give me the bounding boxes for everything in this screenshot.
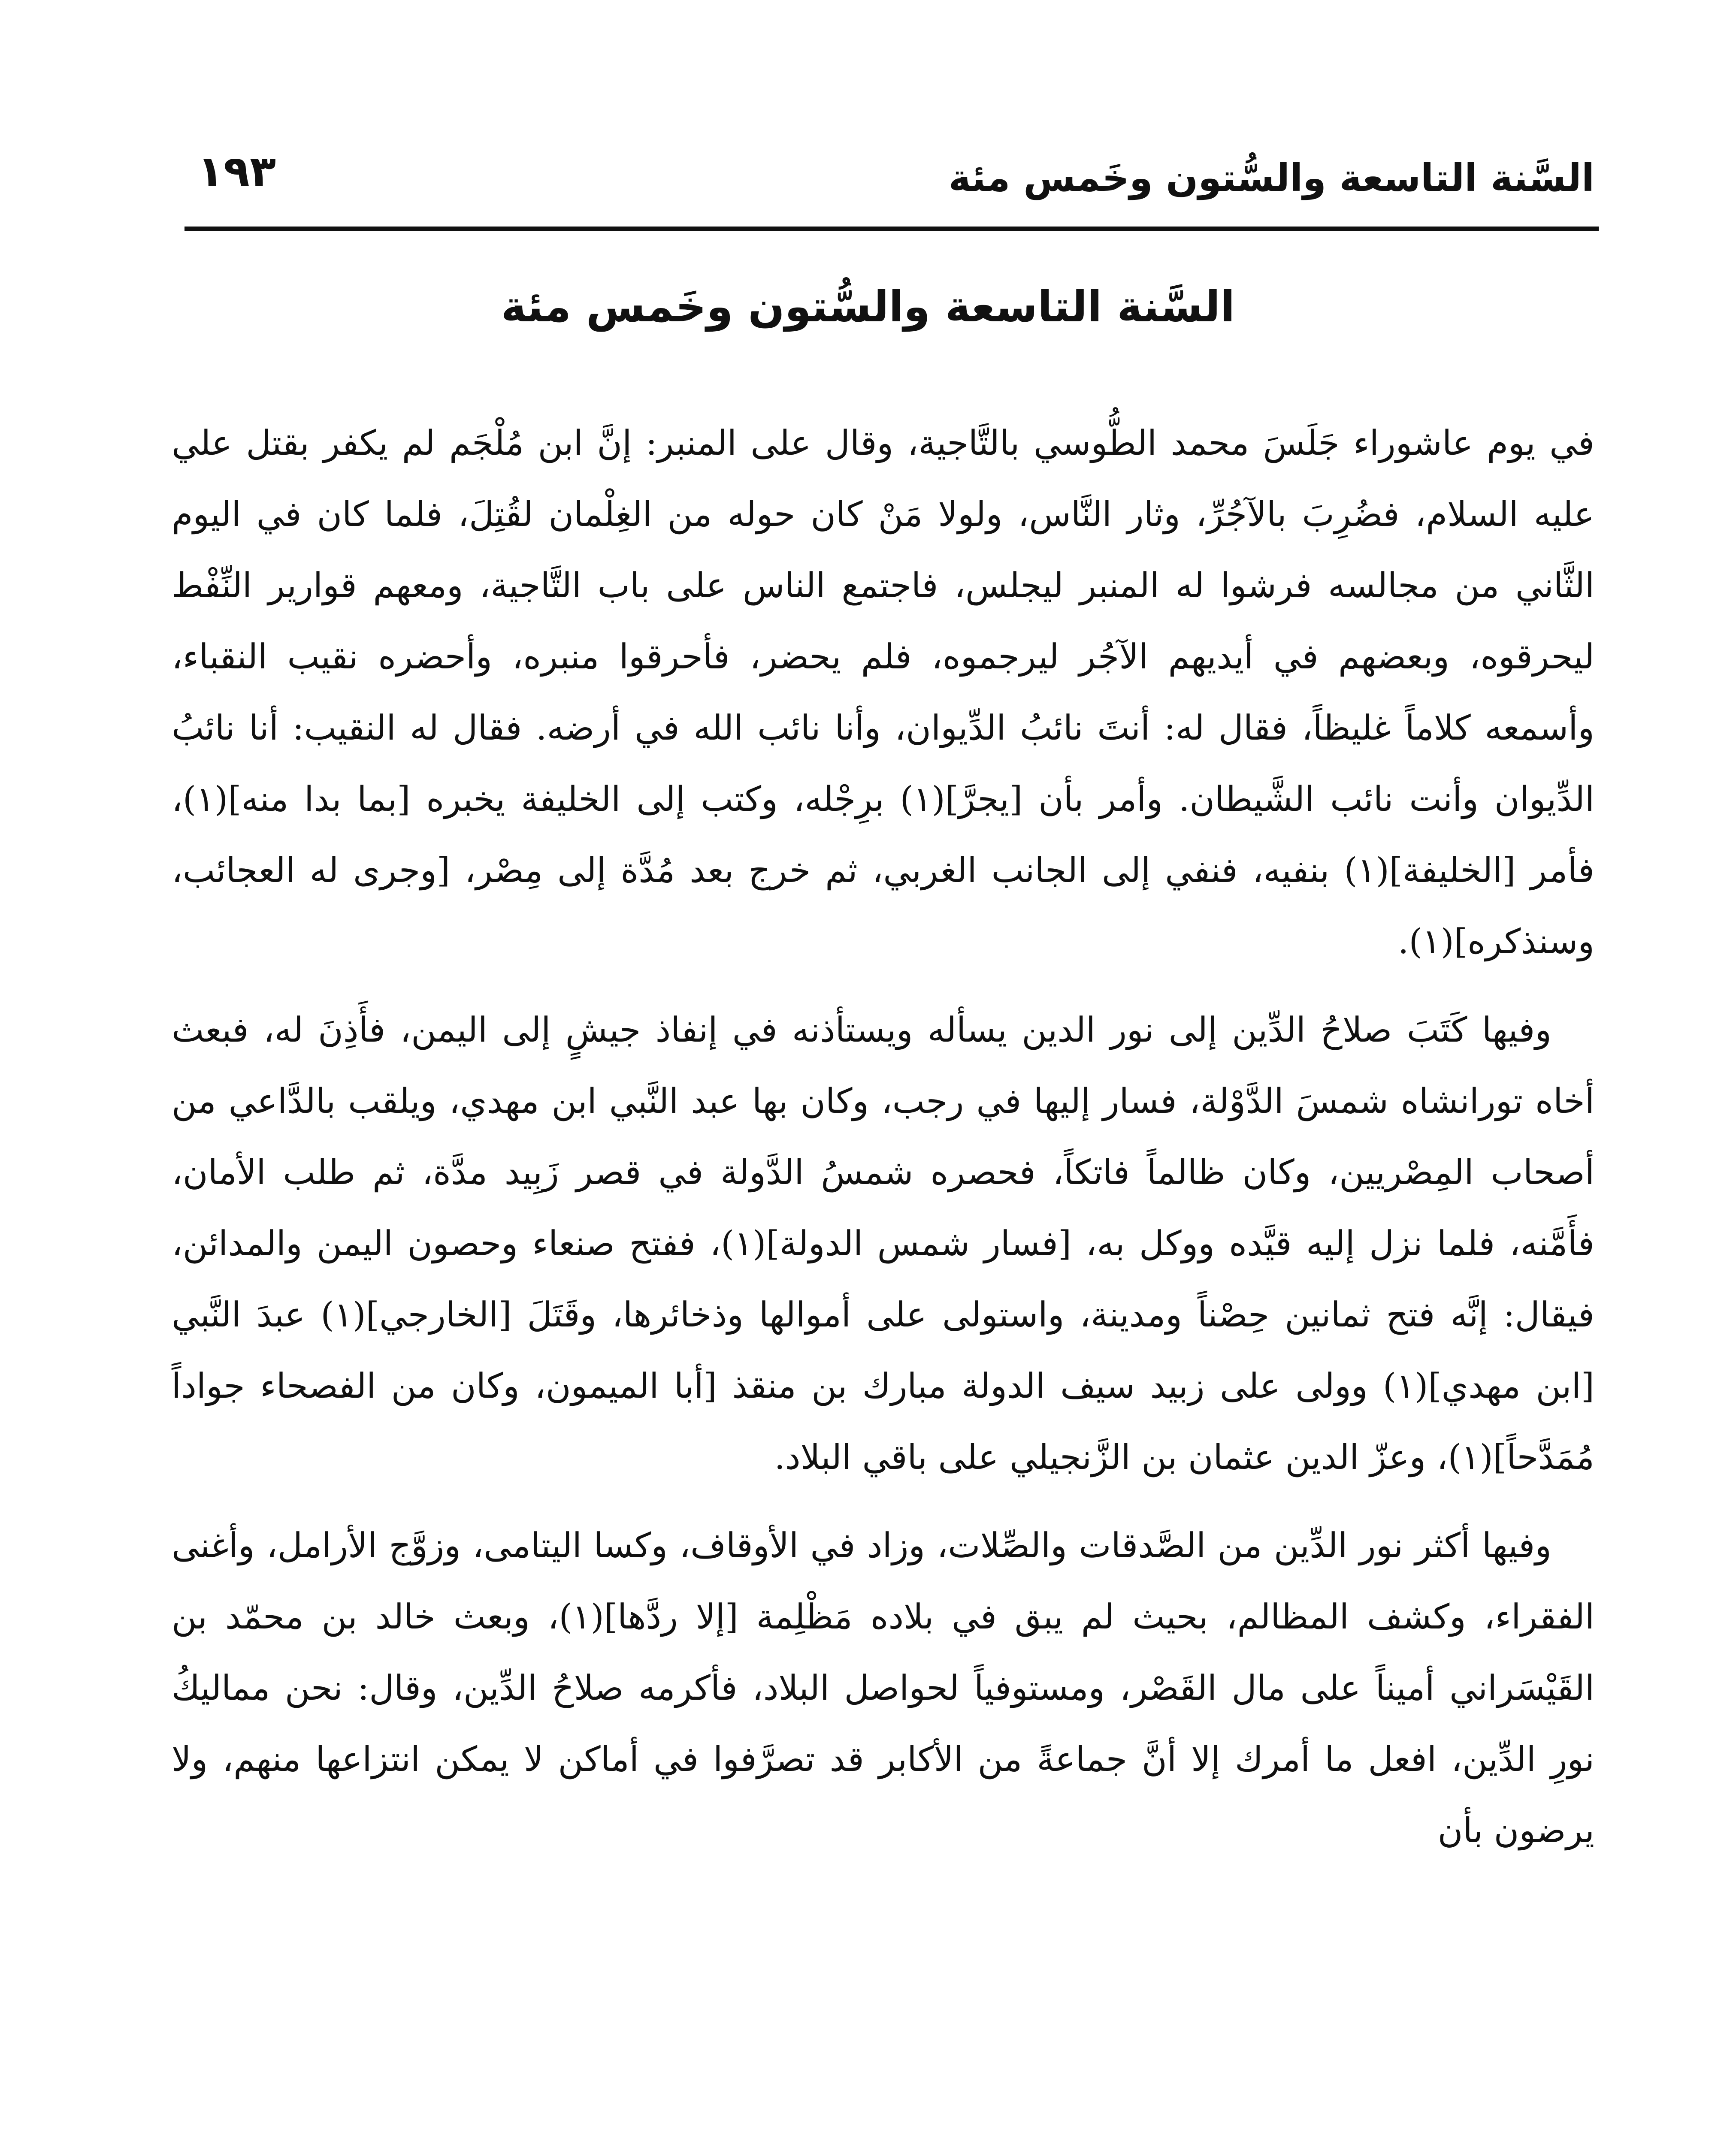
running-header [184, 129, 1594, 223]
running-title: السَّنة التاسعة والسُّتون وخَمس مئة [948, 156, 1594, 200]
paragraph-3: وفيها أكثر نور الدِّين من الصَّدقات والصِّلات، وزاد في الأوقاف، وكسا اليتامى، وزوَّج الأرامل، وأغنى الفقراء، وكشف المظالم، بحيث لم يبق في بلاده مَظْلِمة [إلا ردَّها](١)، وبعث خالد بن محمّد بن القَيْسَراني أميناً على مال القَصْر، ومستوفياً لحواصل البلاد، فأكرمه صلاحُ الدِّين، وقال: نحن مماليكُ نورِ الدِّين، افعل ما أمرك إلا أنَّ جماعةً من الأكابر قد تصرَّفوا في أماكن لا يمكن انتزاعها منهم، ولا يرضون بأن [172, 1526, 1595, 1850]
header-rule [184, 227, 1599, 231]
chapter-title: السَّنة التاسعة والسُّتون وخَمس مئة [501, 281, 1235, 332]
page-number: ١٩٣ [197, 146, 276, 196]
paragraph-2: وفيها كَتَبَ صلاحُ الدِّين إلى نور الدين يسأله ويستأذنه في إنفاذ جيشٍ إلى اليمن، فأَذِنَ له، فبعث أخاه تورانشاه شمسَ الدَّوْلة، فسار إليها في رجب، وكان بها عبد النَّبي ابن مهدي، ويلقب بالدَّاعي من أصحاب المِصْريين، وكان ظالماً فاتكاً، فحصره شمسُ الدَّولة في قصر زَبِيد مدَّة، ثم طلب الأمان، فأَمَّنه، فلما نزل إليه قيَّده ووكل به، [فسار شمس الدولة](١)، ففتح صنعاء وحصون اليمن والمدائن، فيقال: إنَّه فتح ثمانين حِصْناً ومدينة، واستولى على أموالها وذخائرها، وقَتَلَ [الخارجي](١) عبدَ النَّبي [ابن مهدي](١) وولى على زبيد سيف الدولة مبارك بن منقذ [أبا الميمون، وكان من الفصحاء جواداً مُمَدَّحاً](١)، وعزّ الدين عثمان بن الزَّنجيلي على باقي البلاد. [172, 1010, 1595, 1477]
main-text [172, 408, 1594, 1883]
paragraph-1: في يوم عاشوراء جَلَسَ محمد الطُّوسي بالتَّاجية، وقال على المنبر: إنَّ ابن مُلْجَم لم يكفر بقتل علي عليه السلام، فضُرِبَ بالآجُرِّ، وثار النَّاس، ولولا مَنْ كان حوله من الغِلْمان لقُتِلَ، فلما كان في اليوم الثَّاني من مجالسه فرشوا له المنبر ليجلس، فاجتمع الناس على باب التَّاجية، ومعهم قوارير النِّفْط ليحرقوه، وبعضهم في أيديهم الآجُر ليرجموه، فلم يحضر، فأحرقوا منبره، وأحضره نقيب النقباء، وأسمعه كلاماً غليظاً، فقال له: أنتَ نائبُ الدِّيوان، وأنا نائب الله في أرضه. فقال له النقيب: أنا نائبُ الدِّيوان وأنت نائب الشَّيطان. وأمر بأن [يجرَّ](١) برِجْله، وكتب إلى الخليفة يخبره [بما بدا منه](١)، فأمر [الخليفة](١) بنفيه، فنفي إلى الجانب الغربي، ثم خرج بعد مُدَّة إلى مِصْر، [وجرى له العجائب، وسنذكره](١). [172, 423, 1595, 961]
